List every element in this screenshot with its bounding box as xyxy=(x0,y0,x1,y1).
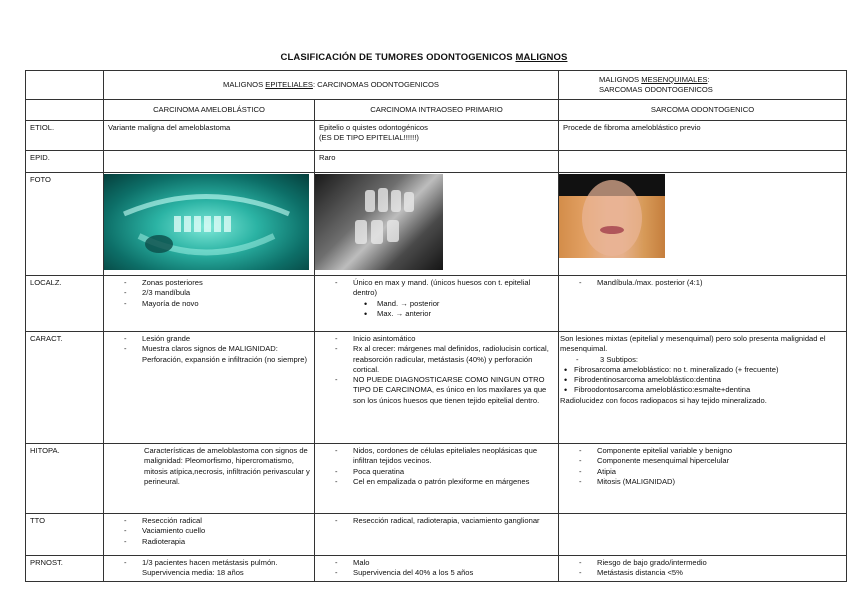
col-header-odontogenic-sarcoma: SARCOMA ODONTOGENICO xyxy=(559,100,847,121)
hitopa-c1: Características de ameloblastoma con signos de malignidad: Pleomorfismo, hipercromatismo, mitosis atípica,necrosis, infiltración perivascular y perineural. xyxy=(104,444,315,514)
caract-c3-end: Radiolucidez con focos radiopacos si hay tejido mineralizado. xyxy=(560,395,767,405)
row-label-caract: CARACT. xyxy=(26,332,104,444)
prnost-c3-item: - Riesgo de bajo grado/intermedio xyxy=(563,558,842,568)
caract-c3-item: • Fibrodentinosarcoma ameloblástico:dentina xyxy=(560,375,842,385)
panoramic-xray-image xyxy=(104,174,309,270)
tto-c2-item: - Resección radical, radioterapia, vaciamiento ganglionar xyxy=(319,516,554,526)
localz-c1 xyxy=(104,276,315,332)
row-label-tto: TTO xyxy=(26,514,104,556)
hitopa-c2 xyxy=(315,444,559,514)
foto-c3 xyxy=(559,173,847,276)
tto-c1 xyxy=(104,514,315,556)
row-label-foto: FOTO xyxy=(26,173,104,276)
prnost-c3-item: - Metástasis distancia <5% xyxy=(563,568,842,578)
caract-c3-item: • Fibrosarcoma ameloblástico: no t. mineralizado (+ frecuente) xyxy=(560,365,842,375)
header-empty-2 xyxy=(26,100,104,121)
col-header-ameloblastic-carcinoma: CARCINOMA AMELOBLÁSTICO xyxy=(104,100,315,121)
caract-c2-item: - NO PUEDE DIAGNOSTICARSE COMO NINGUN OTRO TIPO DE CARCINOMA, es único en los maxilares ya que son los únicos huesos que tienen tejido epitelial dentro. xyxy=(319,375,554,406)
foto-c2 xyxy=(315,173,559,276)
caract-c2-item: - Inicio asintomático xyxy=(319,334,554,344)
localz-c1-item: - 2/3 mandíbula xyxy=(108,288,310,298)
tto-c1-item: - Resección radical xyxy=(108,516,310,526)
hitopa-c2-item: - Poca queratina xyxy=(319,467,554,477)
intraosseous-xray-image xyxy=(315,174,443,270)
caract-c3-item: • Fibroodontosarcoma ameloblástico:esmalte+dentina xyxy=(560,385,842,395)
tto-c3 xyxy=(559,514,847,556)
header-empty xyxy=(26,71,104,100)
row-label-prnost: PRNOST. xyxy=(26,556,104,582)
row-label-localz: LOCALZ. xyxy=(26,276,104,332)
caract-c2-item: - Rx al crecer: márgenes mal definidos, radiolucisin cortical, reabsorción radicular, metástasis (40%) y perforación cortical. xyxy=(319,344,554,375)
hitopa-c3-item: - Componente mesenquimal hipercelular xyxy=(563,456,842,466)
classification-table xyxy=(25,70,847,582)
prnost-c2 xyxy=(315,556,559,582)
tto-c1-item: - Radioterapia xyxy=(108,537,310,547)
hitopa-c3-item: - Componente epitelial variable y benigno xyxy=(563,446,842,456)
prnost-c2-item: - Malo xyxy=(319,558,554,568)
hitopa-c3-item: - Mitosis (MALIGNIDAD) xyxy=(563,477,842,487)
prnost-c2-item: - Supervivencia del 40% a los 5 años xyxy=(319,568,554,578)
hitopa-c2-item: - Cel en empalizada o patrón plexiforme en márgenes xyxy=(319,477,554,487)
caract-c3-intro: Son lesiones mixtas (epitelial y mesenquimal) pero solo presenta malignidad el mesenquimal. xyxy=(560,334,826,354)
hitopa-c3-item: - Atipia xyxy=(563,467,842,477)
caract-c1-item: - Lesión grande xyxy=(108,334,310,344)
epid-c3 xyxy=(559,151,847,173)
caract-c2 xyxy=(315,332,559,444)
col-header-primary-intraosseous-carcinoma: CARCINOMA INTRAOSEO PRIMARIO xyxy=(315,100,559,121)
row-label-etiol: ETIOL. xyxy=(26,121,104,151)
localz-c2-item: - Único en max y mand. (únicos huesos con t. epitelial dentro) xyxy=(319,278,554,299)
row-label-hitopa: HITOPA. xyxy=(26,444,104,514)
localz-c1-item: - Zonas posteriores xyxy=(108,278,310,288)
localz-c3 xyxy=(559,276,847,332)
caract-c3-subtypes: - 3 Subtipos: xyxy=(560,355,842,365)
prnost-c1 xyxy=(104,556,315,582)
etiol-c1: Variante maligna del ameloblastoma xyxy=(104,121,315,151)
prnost-c3 xyxy=(559,556,847,582)
tto-c1-item: - Vaciamiento cuello xyxy=(108,526,310,536)
caract-c1 xyxy=(104,332,315,444)
group-header-mesenchymal: MALIGNOS MESENQUIMALES: SARCOMAS ODONTOGENICOS xyxy=(559,71,847,100)
prnost-c1-item: - 1/3 pacientes hacen metástasis pulmón. Supervivencia media: 18 años xyxy=(108,558,310,579)
caract-c1-item: - Muestra claros signos de MALIGNIDAD: Perforación, expansión e infiltración (no siempre) xyxy=(108,344,310,365)
group-header-epithelial: MALIGNOS EPITELIALES: CARCINOMAS ODONTOGENICOS xyxy=(104,71,559,100)
patient-photo xyxy=(559,174,665,258)
tto-c2 xyxy=(315,514,559,556)
localz-c1-item: - Mayoría de novo xyxy=(108,299,310,309)
document-title: CLASIFICACIÓN DE TUMORES ODONTOGENICOS MALIGNOS xyxy=(280,52,568,63)
localz-c2 xyxy=(315,276,559,332)
localz-c2-subitem: • Max. → anterior xyxy=(319,309,554,319)
foto-c1 xyxy=(104,173,315,276)
row-label-epid: EPID. xyxy=(26,151,104,173)
localz-c3-item: - Mandíbula./max. posterior (4:1) xyxy=(563,278,842,288)
caract-c3 xyxy=(559,332,847,444)
etiol-c3: Procede de fibroma ameloblástico previo xyxy=(559,121,847,151)
hitopa-c2-item: - Nidos, cordones de células epiteliales neoplásicas que infiltran tejidos vecinos. xyxy=(319,446,554,467)
epid-c1 xyxy=(104,151,315,173)
etiol-c2: Epitelio o quistes odontogénicos (ES DE TIPO EPITELIAL!!!!!!) xyxy=(315,121,559,151)
localz-c2-subitem: • Mand. → posterior xyxy=(319,299,554,309)
epid-c2: Raro xyxy=(315,151,559,173)
hitopa-c3 xyxy=(559,444,847,514)
